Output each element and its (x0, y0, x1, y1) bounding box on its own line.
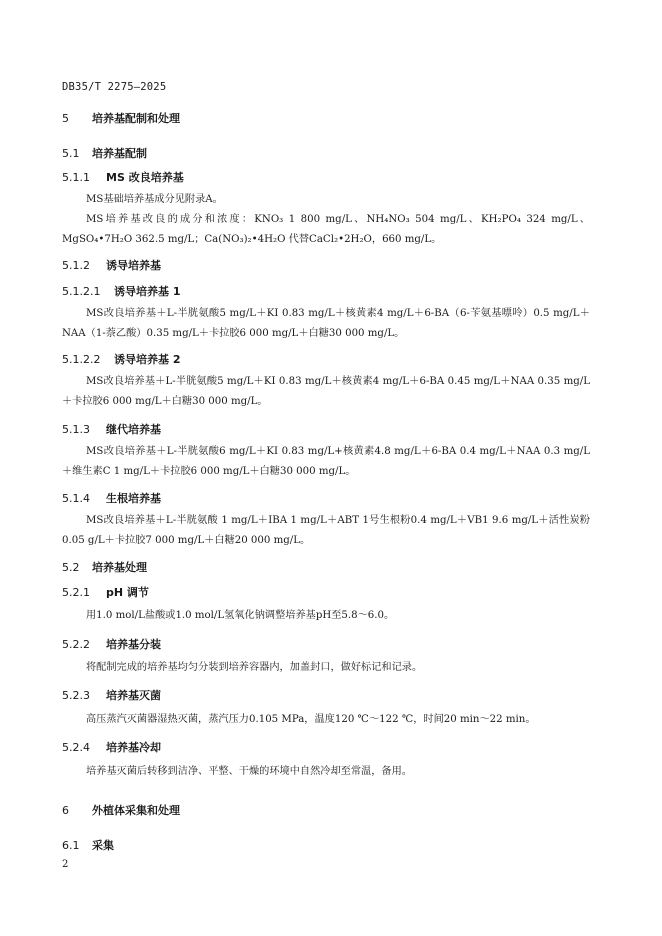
heading-number: 5.2.3 (62, 689, 90, 702)
heading-title: MS 改良培养基 (106, 171, 184, 184)
heading-number: 6.1 (62, 839, 80, 852)
heading-5-2-3 (62, 687, 161, 703)
paragraph: 将配制完成的培养基均匀分装到培养容器内，加盖封口，做好标记和记录。 (86, 662, 423, 673)
heading-number: 5.2 (62, 561, 80, 574)
document-id: DB35/T 2275—2025 (62, 81, 167, 93)
heading-number: 5.2.2 (62, 638, 90, 651)
heading-title: 培养基灭菌 (106, 689, 161, 702)
paragraph: 高压蒸汽灭菌器湿热灭菌，蒸汽压力0.105 MPa，温度120 ℃～122 ℃，时间20 min～22 min。 (86, 714, 536, 725)
heading-5-2-4 (62, 739, 161, 755)
paragraph: MS改良培养基＋L-半胱氨酸6 mg/L＋KI 0.83 mg/L+核黄素4.8 mg/L＋6-BA 0.4 mg/L＋NAA 0.3 mg/L＋维生素C 1 mg/L＋卡拉胶6 000 mg/L＋白糖30 000 mg/L。 (62, 446, 590, 477)
heading-number: 6 (62, 804, 69, 817)
heading-5-1-4 (62, 490, 161, 506)
heading-number: 5.2.1 (62, 586, 90, 599)
heading-title: 培养基分装 (106, 638, 161, 651)
heading-number: 5.1.2.2 (62, 353, 101, 366)
heading-title: 生根培养基 (106, 492, 161, 505)
heading-6-1 (62, 837, 114, 853)
heading-number: 5 (62, 112, 69, 125)
heading-5-1-2-1 (62, 283, 180, 299)
heading-title: 继代培养基 (106, 423, 161, 436)
heading-number: 5.1.4 (62, 492, 90, 505)
heading-title: 采集 (92, 839, 114, 852)
heading-title: pH 调节 (106, 586, 149, 599)
heading-5-2 (62, 559, 147, 575)
heading-number: 5.1.2 (62, 259, 90, 272)
paragraph: MS基础培养基成分见附录A。 (86, 194, 223, 205)
heading-5-1-2-2 (62, 351, 180, 367)
heading-5 (62, 110, 180, 126)
paragraph: MS改良培养基＋L-半胱氨酸5 mg/L＋KI 0.83 mg/L＋核黄素4 mg/L＋6-BA 0.45 mg/L＋NAA 0.35 mg/L＋卡拉胶6 000 mg/L＋白糖30 000 mg/L。 (62, 376, 590, 407)
paragraph: MS改良培养基＋L-半胱氨酸5 mg/L＋KI 0.83 mg/L＋核黄素4 mg/L＋6-BA（6-苄氨基嘌呤）0.5 mg/L＋NAA（1-萘乙酸）0.35 mg/L＋卡拉胶6 000 mg/L＋白糖30 000 mg/L。 (62, 308, 590, 339)
heading-number: 5.1 (62, 147, 80, 160)
page-number: 2 (62, 859, 69, 870)
heading-number: 5.2.4 (62, 741, 90, 754)
heading-number: 5.1.2.1 (62, 285, 101, 298)
heading-5-1-2 (62, 257, 161, 273)
paragraph: MS培养基改良的成分和浓度：KNO₃ 1 800 mg/L、NH₄NO₃ 504 mg/L、KH₂PO₄ 324 mg/L、MgSO₄•7H₂O 362.5 mg/L；Ca(NO₃)₂•4H₂O 代替CaCl₂•2H₂O，660 mg/L。 (62, 214, 590, 245)
heading-6 (62, 802, 180, 818)
heading-title: 培养基配制和处理 (92, 112, 180, 125)
heading-5-1 (62, 145, 147, 161)
heading-5-1-1 (62, 169, 184, 185)
paragraph: 培养基灭菌后转移到洁净、平整、干燥的环境中自然冷却至常温，备用。 (86, 766, 412, 777)
paragraph: 用1.0 mol/L盐酸或1.0 mol/L氢氧化钠调整培养基pH至5.8～6.0。 (86, 610, 395, 621)
heading-title: 外植体采集和处理 (92, 804, 180, 817)
heading-title: 诱导培养基 1 (114, 285, 181, 298)
heading-title: 培养基配制 (92, 147, 147, 160)
heading-title: 诱导培养基 (106, 259, 161, 272)
heading-title: 诱导培养基 2 (114, 353, 181, 366)
heading-5-2-2 (62, 636, 161, 652)
heading-number: 5.1.3 (62, 423, 90, 436)
heading-title: 培养基冷却 (106, 741, 161, 754)
heading-number: 5.1.1 (62, 171, 90, 184)
heading-title: 培养基处理 (92, 561, 147, 574)
heading-5-1-3 (62, 421, 161, 437)
heading-5-2-1 (62, 584, 149, 600)
paragraph: MS改良培养基＋L-半胱氨酸 1 mg/L＋IBA 1 mg/L＋ABT 1号生根粉0.4 mg/L＋VB1 9.6 mg/L＋活性炭粉0.05 g/L＋卡拉胶7 000 mg/L＋白糖20 000 mg/L。 (62, 515, 590, 546)
